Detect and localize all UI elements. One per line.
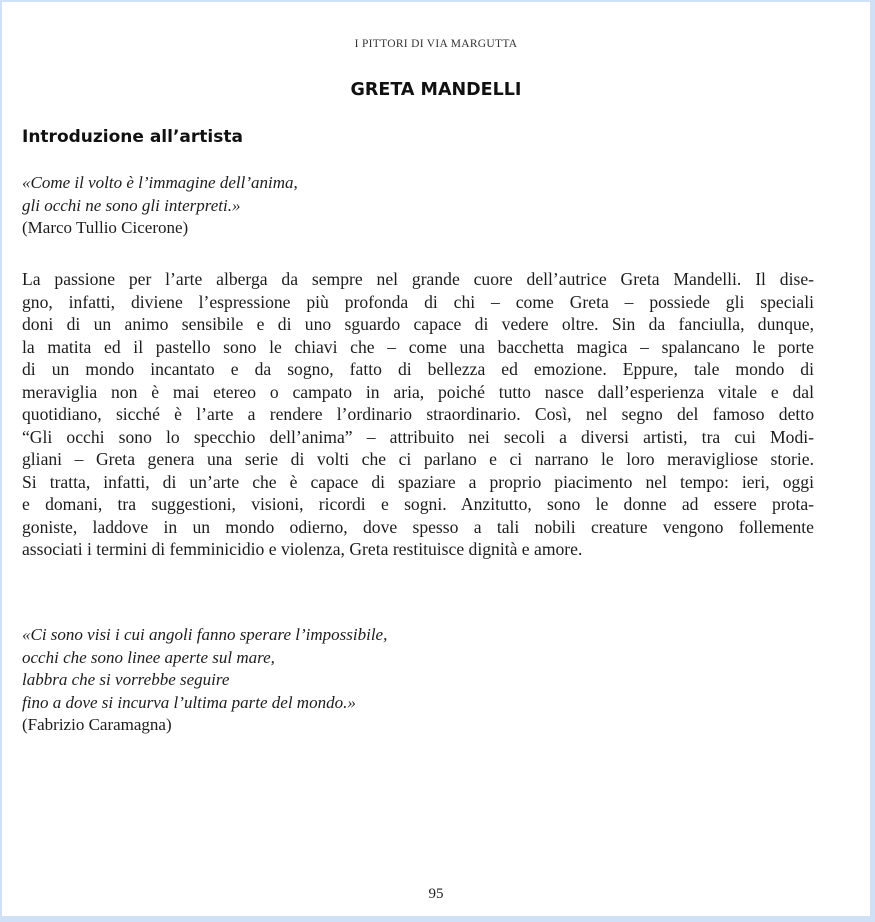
paragraph-line: goniste, laddove in un mondo odierno, dove spesso a tali nobili creature vengono follemente (22, 516, 814, 537)
paragraph-line: doni di un animo sensibile e di uno sguardo capace di vedere oltre. Sin da fanciulla, dunque, (22, 314, 814, 334)
paragraph-line: “Gli occhi sono lo specchio dell’anima” – attribuito nei secoli a diversi artisti, tra cui Modi- (22, 426, 814, 447)
paragraph-line: associati i termini di femminicidio e violenza, Greta restituisce dignità e amore. (22, 539, 583, 559)
epigraph-line: «Ci sono visi i cui angoli fanno sperare l’impossibile, (22, 625, 388, 644)
epigraph-line: fino a dove si incurva l’ultima parte del mondo.» (22, 692, 356, 712)
section-title: Introduzione all’artista (22, 127, 243, 147)
epigraph-author: (Fabrizio Caramagna) (22, 715, 172, 734)
paragraph-line: Si tratta, infatti, di un’arte che è capace di spaziare a proprio piacimento nel tempo: ieri, oggi (22, 471, 814, 492)
paragraph-line: meraviglia non è mai etereo o campato in aria, poiché tutto nasce dall’esperienza vitale e dal (22, 381, 814, 402)
epigraph-line: gli occhi ne sono gli interpreti.» (22, 195, 241, 215)
page-number: 95 (428, 886, 444, 902)
paragraph-line: quotidiano, sicché è l’arte a rendere l’ordinario straordinario. Così, nel segno del famoso detto (22, 404, 814, 424)
epigraph-line: occhi che sono linee aperte sul mare, (22, 647, 275, 667)
body-paragraph (22, 268, 814, 561)
epigraph-line: labbra che si vorrebbe seguire (22, 670, 230, 689)
paragraph-line: La passione per l’arte alberga da sempre nel grande cuore dell’autrice Greta Mandelli. Il dise- (22, 269, 814, 289)
paragraph-line: gno, infatti, diviene l’espressione più profonda di chi – come Greta – possiede gli speciali (22, 291, 814, 312)
artist-name-title: GRETA MANDELLI (350, 80, 522, 100)
epigraph-caramagna (22, 624, 387, 737)
epigraph-line: «Come il volto è l’immagine dell’anima, (22, 173, 298, 192)
epigraph-author: (Marco Tullio Cicerone) (22, 218, 189, 237)
epigraph-cicerone (22, 172, 298, 240)
paragraph-line: la matita ed il pastello sono le chiavi che – come una bacchetta magica – spalancano le porte (22, 336, 814, 357)
paragraph-line: e domani, tra suggestioni, visioni, ricordi e sogni. Anzitutto, sono le donne ad essere prota- (22, 494, 814, 514)
running-head: I PITTORI DI VIA MARGUTTA (354, 38, 518, 50)
book-page (2, 2, 870, 916)
paragraph-line: di un mondo incantato e da sogno, fatto di bellezza ed emozione. Eppure, tale mondo di (22, 359, 814, 379)
paragraph-line: gliani – Greta genera una serie di volti che ci parlano e ci narrano le loro meravigliose storie. (22, 449, 814, 469)
